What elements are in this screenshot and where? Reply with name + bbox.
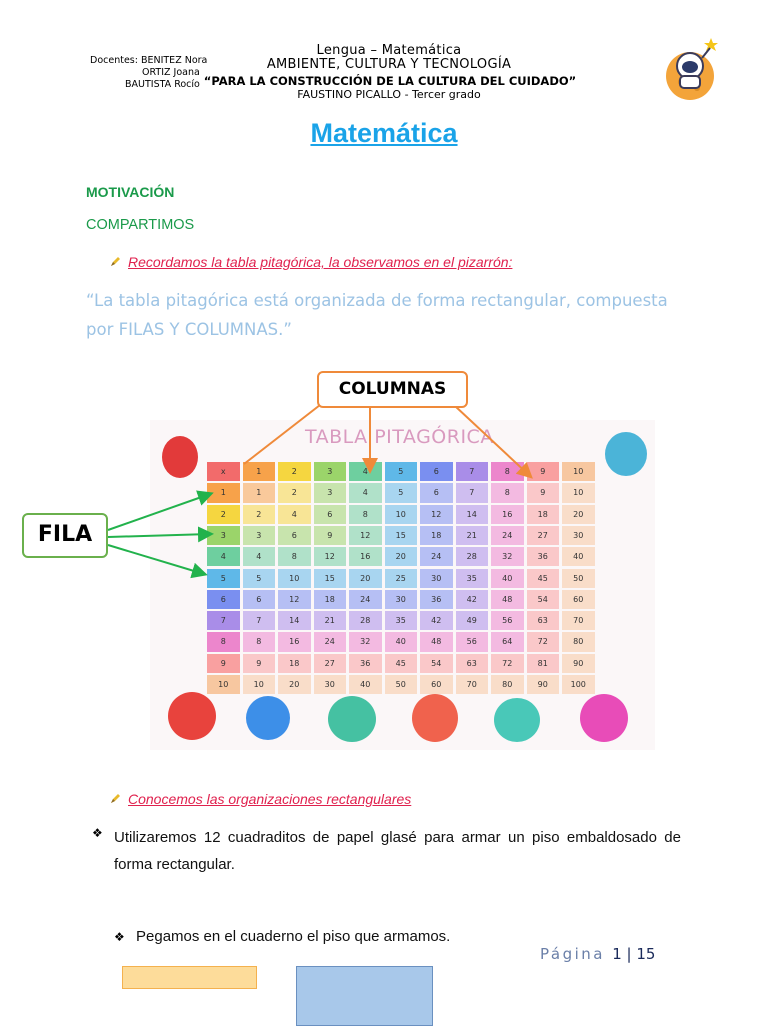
table-cell: 35 bbox=[456, 569, 489, 588]
table-cell: 63 bbox=[527, 611, 560, 630]
table-cell: 54 bbox=[527, 590, 560, 609]
table-cell: 9 bbox=[243, 654, 276, 673]
column-header-cell: 6 bbox=[420, 462, 453, 481]
table-cell: 21 bbox=[456, 526, 489, 545]
table-cell: 2 bbox=[278, 483, 311, 502]
table-cell: 5 bbox=[385, 483, 418, 502]
table-cell: 80 bbox=[562, 632, 595, 651]
table-cell: 40 bbox=[349, 675, 382, 694]
table-cell: 7 bbox=[456, 483, 489, 502]
table-cell: 50 bbox=[385, 675, 418, 694]
column-header-cell: 1 bbox=[243, 462, 276, 481]
column-header-cell: 4 bbox=[349, 462, 382, 481]
table-cell: 90 bbox=[527, 675, 560, 694]
table-cell: 24 bbox=[349, 590, 382, 609]
table-cell: 6 bbox=[314, 505, 347, 524]
table-cell: 28 bbox=[456, 547, 489, 566]
table-cell: 9 bbox=[527, 483, 560, 502]
table-cell: 3 bbox=[243, 526, 276, 545]
table-cell: 7 bbox=[243, 611, 276, 630]
table-cell: 36 bbox=[349, 654, 382, 673]
table-cell: 3 bbox=[314, 483, 347, 502]
table-title: TABLA PITAGÓRICA bbox=[305, 426, 494, 448]
column-header-cell: 9 bbox=[527, 462, 560, 481]
table-cell: 8 bbox=[243, 632, 276, 651]
header-motto: “PARA LA CONSTRUCCIÓN DE LA CULTURA DEL CUIDADO” bbox=[203, 74, 577, 88]
table-cell: 30 bbox=[314, 675, 347, 694]
table-cell: 8 bbox=[491, 483, 524, 502]
table-cell: 12 bbox=[278, 590, 311, 609]
table-cell: 60 bbox=[562, 590, 595, 609]
table-cell: 6 bbox=[278, 526, 311, 545]
row-header-cell: 3 bbox=[207, 526, 240, 545]
table-cell: 64 bbox=[491, 632, 524, 651]
table-cell: 5 bbox=[243, 569, 276, 588]
table-cell: 20 bbox=[562, 505, 595, 524]
column-header-cell: 2 bbox=[278, 462, 311, 481]
row-header-cell: 2 bbox=[207, 505, 240, 524]
table-cell: 4 bbox=[349, 483, 382, 502]
table-cell: 40 bbox=[491, 569, 524, 588]
row-callout: FILA bbox=[22, 513, 108, 558]
table-cell: 32 bbox=[491, 547, 524, 566]
table-cell: 16 bbox=[278, 632, 311, 651]
table-cell: 10 bbox=[243, 675, 276, 694]
table-cell: 25 bbox=[385, 569, 418, 588]
diamond-bullet-icon: ❖ bbox=[114, 930, 125, 944]
table-cell: 56 bbox=[491, 611, 524, 630]
table-cell: 27 bbox=[527, 526, 560, 545]
table-cell: 28 bbox=[349, 611, 382, 630]
table-cell: 72 bbox=[527, 632, 560, 651]
instruction-item-1: Utilizaremos 12 cuadraditos de papel glasé para armar un piso embaldosado de forma rectangular. bbox=[114, 829, 681, 873]
corner-cell: x bbox=[207, 462, 240, 481]
table-cell: 2 bbox=[243, 505, 276, 524]
table-cell: 90 bbox=[562, 654, 595, 673]
table-cell: 16 bbox=[349, 547, 382, 566]
bullet-conocemos-text: Conocemos las organizaciones rectangulares bbox=[128, 791, 412, 807]
table-cell: 1 bbox=[243, 483, 276, 502]
table-cell: 4 bbox=[243, 547, 276, 566]
table-cell: 42 bbox=[456, 590, 489, 609]
table-cell: 30 bbox=[562, 526, 595, 545]
table-cell: 15 bbox=[314, 569, 347, 588]
row-header-cell: 7 bbox=[207, 611, 240, 630]
header-area: AMBIENTE, CULTURA Y TECNOLOGÍA bbox=[266, 57, 512, 72]
bullet-conocemos bbox=[110, 789, 411, 808]
instruction-item-2: Pegamos en el cuaderno el piso que armamos. bbox=[136, 928, 451, 945]
table-cell: 10 bbox=[278, 569, 311, 588]
table-cell: 24 bbox=[314, 632, 347, 651]
header-school: FAUSTINO PICALLO - Tercer grado bbox=[297, 88, 481, 101]
table-cell: 40 bbox=[385, 632, 418, 651]
table-cell: 10 bbox=[562, 483, 595, 502]
column-header-cell: 5 bbox=[385, 462, 418, 481]
table-cell: 36 bbox=[527, 547, 560, 566]
table-cell: 30 bbox=[420, 569, 453, 588]
row-header-cell: 5 bbox=[207, 569, 240, 588]
columns-callout: COLUMNAS bbox=[317, 371, 468, 408]
table-cell: 10 bbox=[385, 505, 418, 524]
table-cell: 49 bbox=[456, 611, 489, 630]
header-subject: Lengua – Matemática bbox=[316, 43, 462, 58]
orange-paper-square bbox=[122, 966, 257, 989]
table-cell: 70 bbox=[562, 611, 595, 630]
table-cell: 50 bbox=[562, 569, 595, 588]
column-header-cell: 8 bbox=[491, 462, 524, 481]
row-header-cell: 9 bbox=[207, 654, 240, 673]
table-cell: 100 bbox=[562, 675, 595, 694]
teachers-line-3: BAUTISTA Rocío bbox=[125, 79, 200, 90]
table-cell: 24 bbox=[491, 526, 524, 545]
page-total: 15 bbox=[636, 945, 656, 963]
table-cell: 40 bbox=[562, 547, 595, 566]
table-cell: 48 bbox=[420, 632, 453, 651]
table-cell: 30 bbox=[385, 590, 418, 609]
table-cell: 42 bbox=[420, 611, 453, 630]
blue-paper-square bbox=[296, 966, 433, 1026]
teachers-line-2: ORTIZ Joana bbox=[142, 67, 200, 78]
bullet-recordamos-text: Recordamos la tabla pitagórica, la observamos en el pizarrón: bbox=[128, 254, 513, 270]
table-cell: 8 bbox=[278, 547, 311, 566]
table-cell: 4 bbox=[278, 505, 311, 524]
page-number: Página 1 | 15 bbox=[540, 945, 656, 963]
table-cell: 36 bbox=[420, 590, 453, 609]
page-current: 1 bbox=[612, 945, 622, 963]
table-cell: 54 bbox=[420, 654, 453, 673]
table-cell: 80 bbox=[491, 675, 524, 694]
row-header-cell: 4 bbox=[207, 547, 240, 566]
table-cell: 20 bbox=[385, 547, 418, 566]
column-header-cell: 10 bbox=[562, 462, 595, 481]
table-cell: 15 bbox=[385, 526, 418, 545]
table-cell: 8 bbox=[349, 505, 382, 524]
page-title: Matemática bbox=[310, 118, 458, 148]
table-cell: 56 bbox=[456, 632, 489, 651]
table-cell: 18 bbox=[527, 505, 560, 524]
table-cell: 18 bbox=[314, 590, 347, 609]
page-label: Página bbox=[540, 945, 605, 963]
column-header-cell: 7 bbox=[456, 462, 489, 481]
row-header-cell: 6 bbox=[207, 590, 240, 609]
table-cell: 12 bbox=[420, 505, 453, 524]
table-cell: 70 bbox=[456, 675, 489, 694]
table-cell: 63 bbox=[456, 654, 489, 673]
table-cell: 6 bbox=[243, 590, 276, 609]
row-header-cell: 8 bbox=[207, 632, 240, 651]
table-cell: 35 bbox=[385, 611, 418, 630]
table-cell: 6 bbox=[420, 483, 453, 502]
pencil-bullet-icon bbox=[110, 789, 120, 799]
table-cell: 16 bbox=[491, 505, 524, 524]
table-cell: 27 bbox=[314, 654, 347, 673]
row-header-cell: 10 bbox=[207, 675, 240, 694]
table-cell: 21 bbox=[314, 611, 347, 630]
column-header-cell: 3 bbox=[314, 462, 347, 481]
table-cell: 12 bbox=[314, 547, 347, 566]
table-cell: 81 bbox=[527, 654, 560, 673]
teachers-line-1: Docentes: BENITEZ Nora bbox=[90, 55, 208, 66]
diamond-bullet-icon: ❖ bbox=[92, 826, 103, 840]
table-cell: 12 bbox=[349, 526, 382, 545]
section-share: COMPARTIMOS bbox=[86, 217, 195, 233]
table-cell: 18 bbox=[420, 526, 453, 545]
section-motivation: MOTIVACIÓN bbox=[86, 184, 175, 200]
quote-text: “La tabla pitagórica está organizada de forma rectangular, compuesta por FILAS Y COLUMNAS.” bbox=[86, 291, 668, 339]
table-cell: 9 bbox=[314, 526, 347, 545]
table-cell: 45 bbox=[385, 654, 418, 673]
table-cell: 20 bbox=[278, 675, 311, 694]
table-cell: 24 bbox=[420, 547, 453, 566]
table-cell: 20 bbox=[349, 569, 382, 588]
table-cell: 45 bbox=[527, 569, 560, 588]
table-cell: 18 bbox=[278, 654, 311, 673]
table-cell: 14 bbox=[278, 611, 311, 630]
table-cell: 60 bbox=[420, 675, 453, 694]
table-cell: 48 bbox=[491, 590, 524, 609]
table-cell: 32 bbox=[349, 632, 382, 651]
table-cell: 72 bbox=[491, 654, 524, 673]
table-cell: 14 bbox=[456, 505, 489, 524]
row-header-cell: 1 bbox=[207, 483, 240, 502]
